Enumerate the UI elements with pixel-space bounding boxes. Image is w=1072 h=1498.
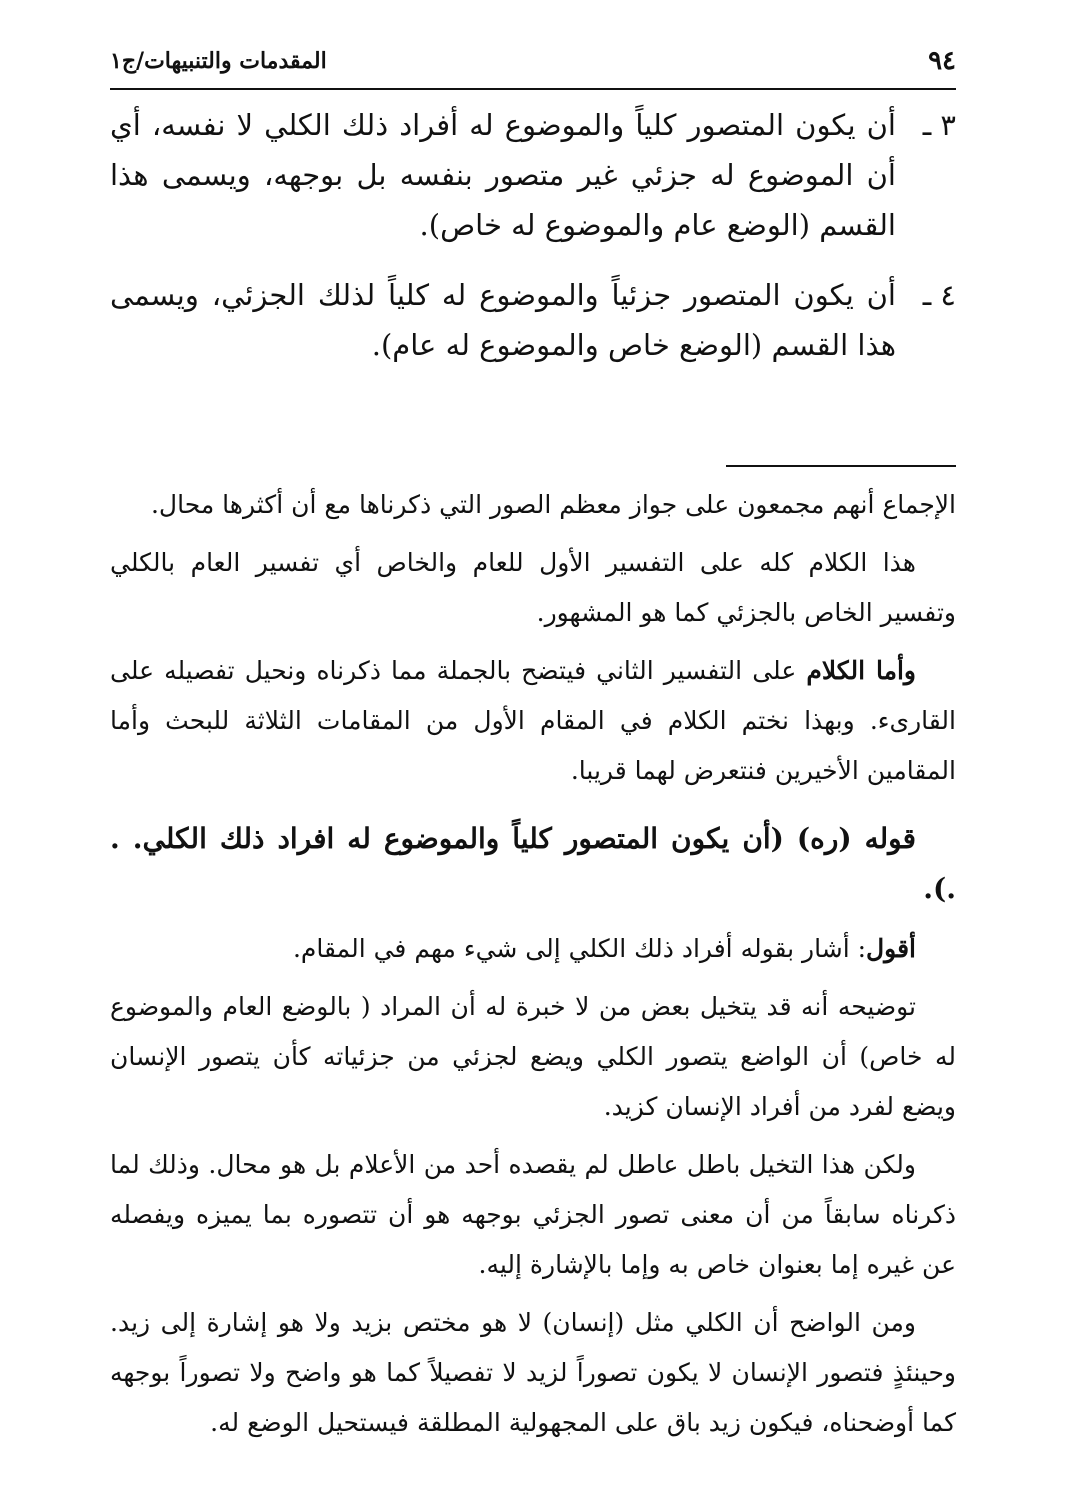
- commentary-paragraph: توضيحه أنه قد يتخيل بعض من لا خبرة له أن المراد ( بالوضع العام والموضوع له خاص) أن الواضع يتصور الكلي ويضع لجزئي من جزئياته كأن يتصور الإنسان ويضع لفرد من أفراد الإنسان كزيد.: [110, 992, 956, 1121]
- item-number: ٣ ـ: [922, 108, 956, 142]
- book-page: [110, 40, 956, 1470]
- commentary-section: [110, 480, 956, 1456]
- main-text: [110, 100, 956, 390]
- commentary-paragraph: الإجماع أنهم مجمعون على جواز معظم الصور التي ذكرناها مع أن أكثرها محال.: [150, 490, 956, 519]
- item-text: أن يكون المتصور كلياً والموضوع له أفراد ذلك الكلي لا نفسه، أي أن الموضوع له جزئي غير متصور بنفسه بل بوجهه، ويسمى هذا القسم (الوضع عام والموضوع له خاص).: [110, 108, 896, 242]
- list-item: [110, 270, 956, 370]
- item-text: أن يكون المتصور جزئياً والموضوع له كلياً لذلك الجزئي، ويسمى هذا القسم (الوضع خاص والموضوع له عام).: [110, 278, 896, 362]
- item-number: ٤ ـ: [922, 278, 956, 312]
- commentary-paragraph: [110, 924, 956, 974]
- page-number: ٩٤: [928, 46, 956, 76]
- paragraph-text: : أشار بقوله أفراد ذلك الكلي إلى شيء مهم في المقام.: [292, 934, 867, 963]
- quote-heading: قوله (ره) (أن يكون المتصور كلياً والموضوع له افراد ذلك الكلي. . .).: [110, 822, 956, 905]
- lead-phrase: وأما الكلام: [806, 656, 916, 685]
- book-title: المقدمات والتنبيهات/ج١: [110, 48, 327, 74]
- separator-rule: [726, 465, 956, 467]
- commentary-paragraph: هذا الكلام كله على التفسير الأول للعام والخاص أي تفسير العام بالكلي وتفسير الخاص بالجزئي كما هو المشهور.: [110, 548, 956, 627]
- running-header: [110, 40, 956, 90]
- commentary-paragraph: [110, 646, 956, 796]
- paragraph-text: على التفسير الثاني فيتضح بالجملة مما ذكرناه ونحيل تفصيله على القارىء. وبهذا نختم الكلام في المقام الأول من المقامات الثلاثة للبحث وأما المقامين الأخيرين فنتعرض لهما قريبا.: [110, 656, 956, 785]
- lead-phrase: أقول: [866, 934, 916, 963]
- commentary-paragraph: ولكن هذا التخيل باطل عاطل لم يقصده أحد من الأعلام بل هو محال. وذلك لما ذكرناه سابقاً من أن معنى تصور الجزئي بوجهه هو أن تتصوره بما يميزه ويفصله عن غيره إما بعنوان خاص به وإما بالإشارة إليه.: [110, 1150, 956, 1279]
- list-item: [110, 100, 956, 250]
- commentary-paragraph: ومن الواضح أن الكلي مثل (إنسان) لا هو مختص بزيد ولا هو إشارة إلى زيد. وحينئذٍ فتصور الإنسان لا يكون تصوراً لزيد لا تفصيلاً كما هو واضح ولا تصوراً بوجهه كما أوضحناه، فيكون زيد باق على المجهولية المطلقة فيستحيل الوضع له.: [110, 1308, 956, 1437]
